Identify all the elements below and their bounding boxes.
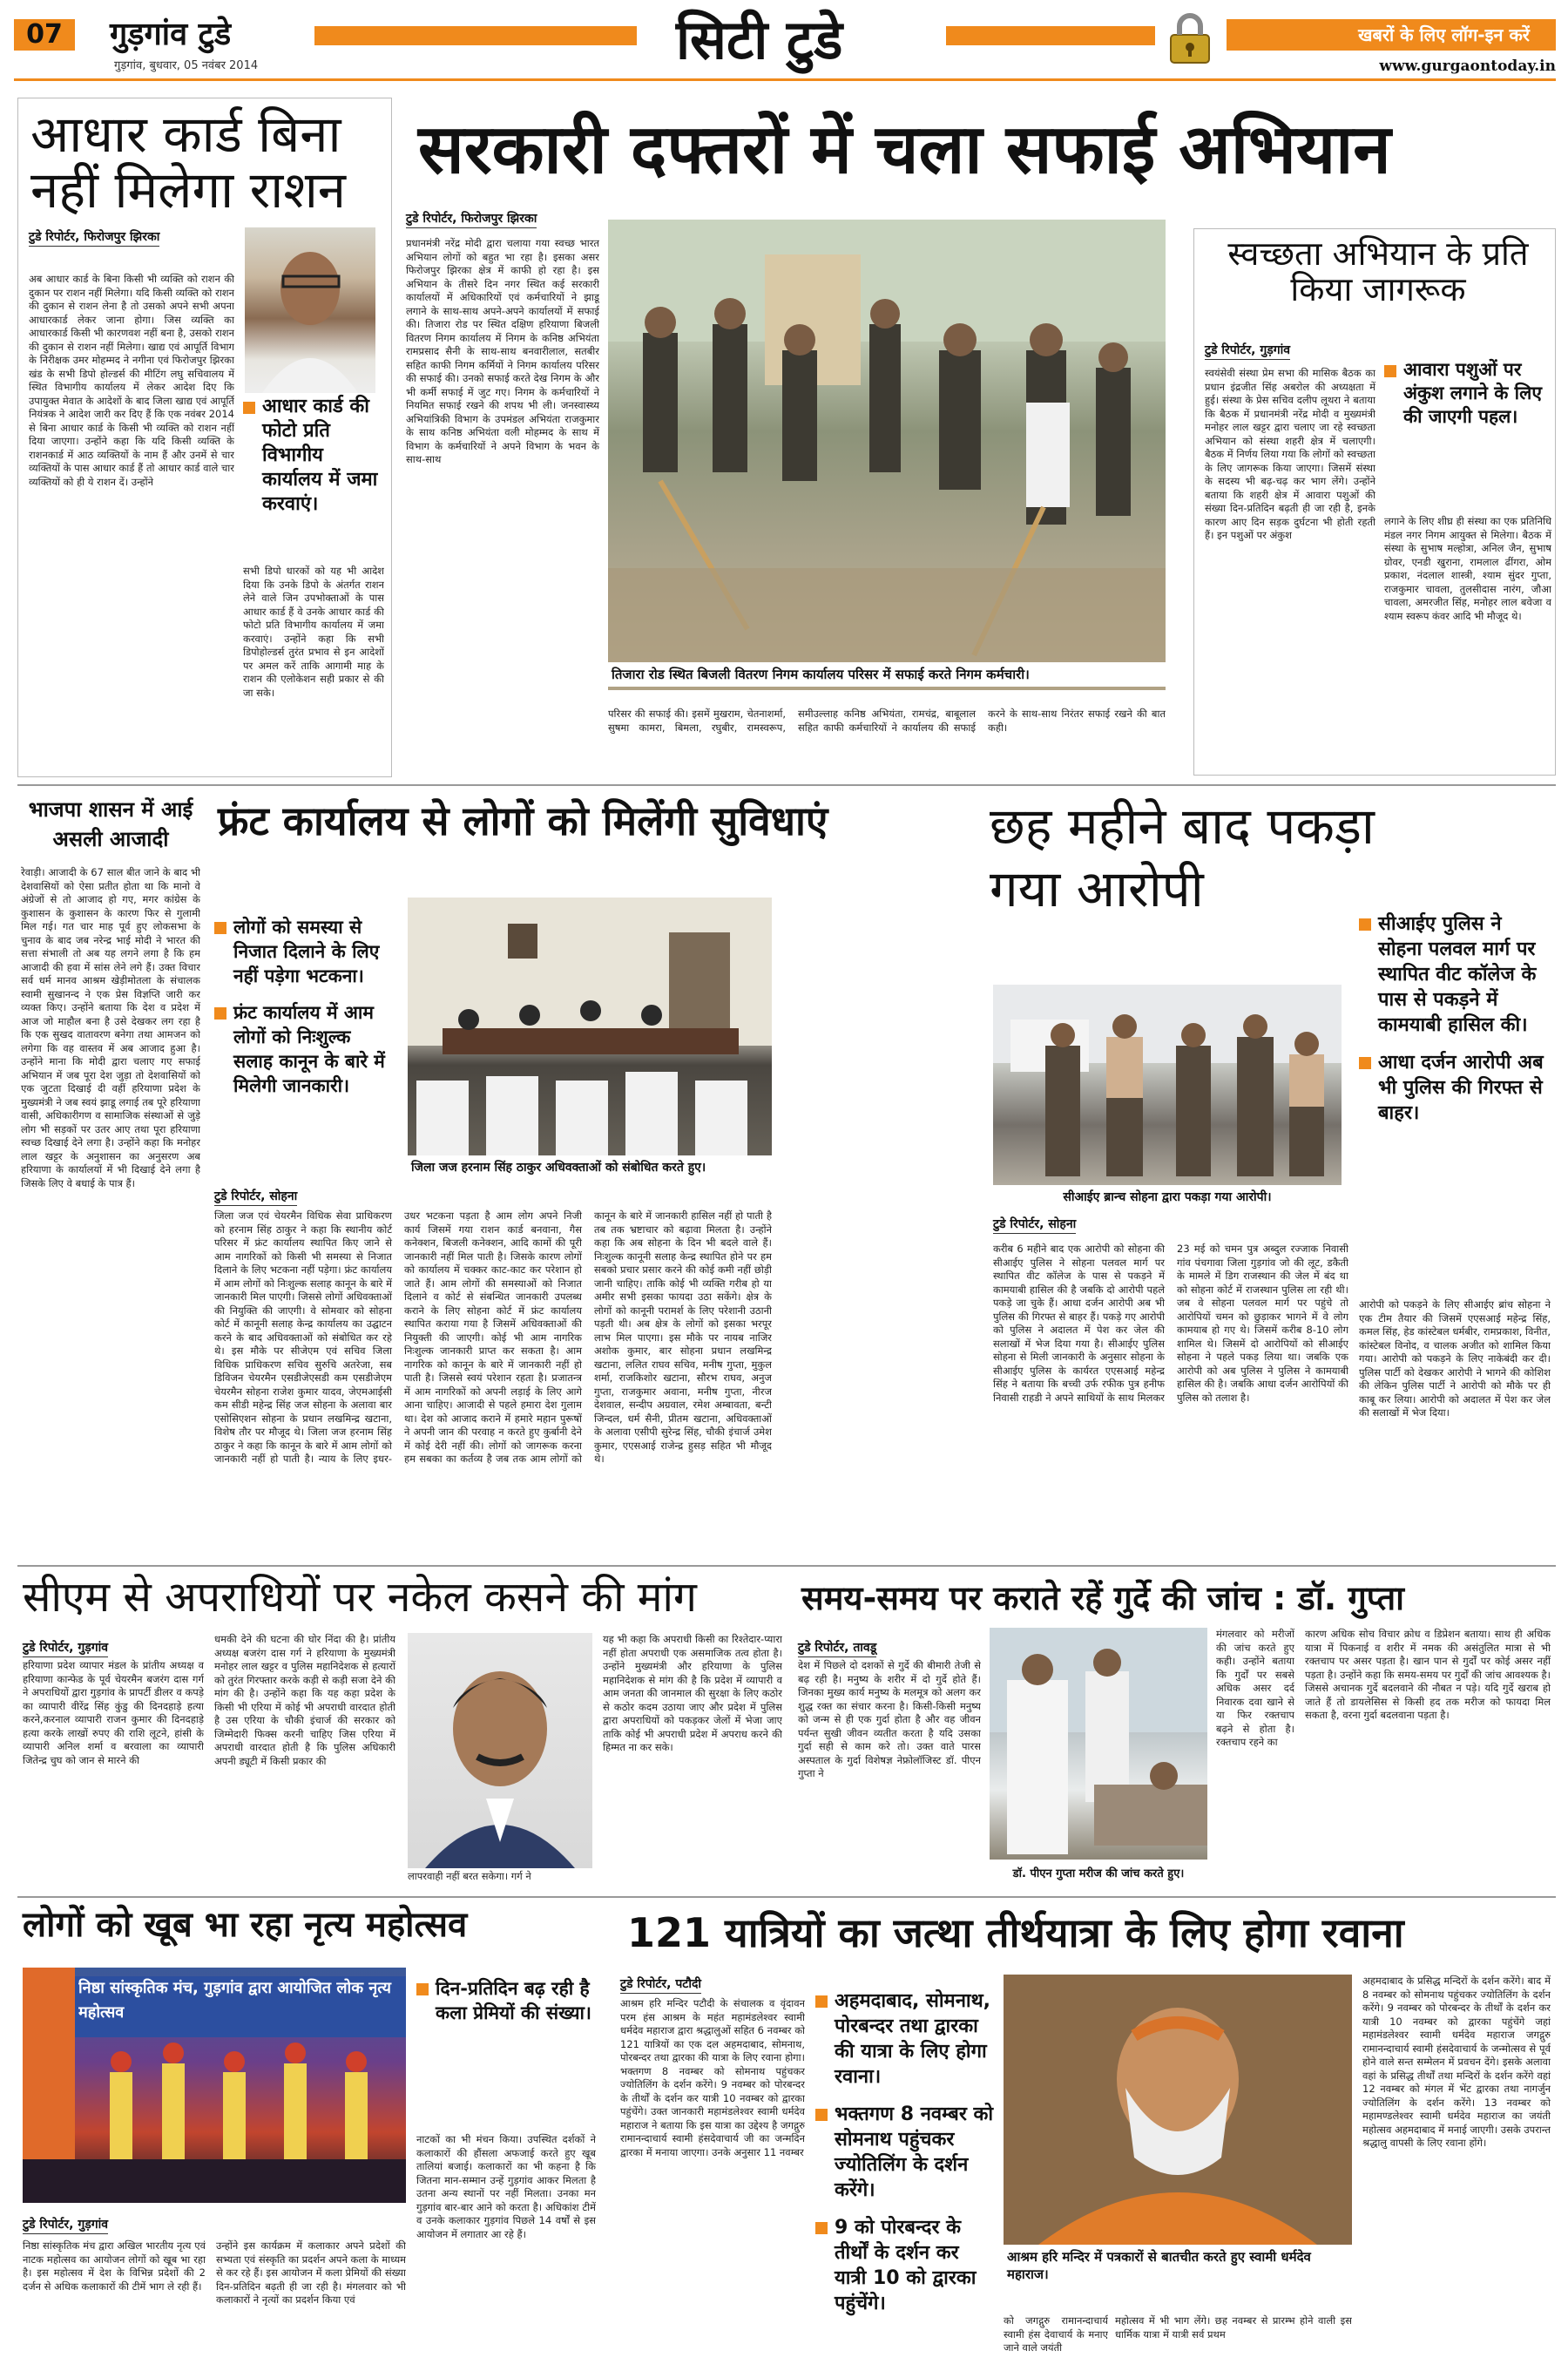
cleanliness-caption: तिजारा रोड स्थित बिजली वितरण निगम कार्यालय परिसर में सफाई करते निगम कर्मचारी।: [608, 662, 1166, 687]
kidney-photo: [990, 1628, 1207, 1860]
arrest-body-1: करीब 6 महीने बाद एक आरोपी को सोहना की सीआईए पुलिस ने सोहना पलवल मार्ग पर स्थापित वीट कॉलेज के पास से पकड़ने में कामयाबी हासिल की है जबकि दो आरोपी पहले पकड़े जा चुके हैं। आधा दर्जन आरोपी अब भी पुलिस की गिरफ्त से बाहर हैं। पकड़े गए आरोपी को पुलिस ने अदालत में पेश कर जेल की सलाखों में भेज दिया गया है। सीआईए पुलिस सोहना से मिली जानकारी के अनुसार सोहना के सीआईए पुलिस के कार्यरत एएसआई महेन्द्र सिंह ने बताया कि बच्ची उर्फ रफीक पुत्र हनीफ निवासी राहडी ने अपने साथियों के साथ मिलकर 23 मई को चमन पुत्र अब्दुल रज्जाक निवासी गांव पंचगावा जिला गुड़गांव जो की लूट, डकैती के मामले में डिग राजस्थान की जेल में बंद था को सोहना कोर्ट में राजस्थान पुलिस ला रही थी। जब वे सोहना पलवल मार्ग पर पहुंचे तो आरोपियों चमन को छुड़ाकर भागने में वे लोग कामयाब हो गए थे। जिसमें करीब 8-10 लोग शामिल थे। जिसमें दो आरोपियों को सीआईए सोहना ने पहले पकड़ लिया था। जबकि एक आरोपी को अब पुलिस ने पुलिस ने कामयाबी हासिल की है। जबकि आधा दर्जन आरोपियों की पुलिस को तलाश है।: [993, 1243, 1348, 1404]
dance-body-2: नाटकों का भी मंचन किया। उपस्थित दर्शकों ने कलाकारों की हौंसला अफजाई करते हुए खूब तालियां बजाई। कलाकारों का भी कहना है कि जितना मान-सम्मान उन्हें गुड़गांव आकर मिलता है उतना अन्य स्थानों पर नहीं मिलता। उनका मन गुड़गांव बार-बार आने को करता है। अधिकांश टीमें व उनके कलाकार गुड़गांव पिछले 14 वर्षों से इस आयोजन में लगातार आ रहे हैं।: [416, 2133, 596, 2240]
bullet-icon: [214, 1007, 226, 1020]
awareness-body-1: स्वयंसेवी संस्था प्रेम सभा की मासिक बैठक का प्रधान इंद्रजीत सिंह अबरोल की अध्यक्षता में हुई। संस्था के प्रेस सचिव दलीप लूथरा ने बताया कि बैठक में प्रधानमंत्री नरेंद्र मोदी व मुख्यमंत्री मनोहर लाल खट्टर द्वारा चलाए जा रहे स्वच्छता अभियान को संस्था शहरी क्षेत्र में चलाएगी। बैठक में निर्णय लिया गया कि लोगों को स्वच्छता के लिए जागरूक किया जाएगा। जिसमें संस्था के सदस्य भी बढ़-चढ़ कर भाग लेंगे। उन्होंने बताया कि शहरी क्षेत्र में आवारा पशुओं की संख्या दिन-प्रतिदिन बढ़ती ही जा रही है, इनके कारण आए दिन सड़क दुर्घटना भी होती रहती हैं। इन पशुओं पर अंकुश: [1205, 367, 1375, 541]
front-office-highlights: लोगों को समस्या से निजात दिलाने के लिए नहीं पड़ेगा भटकना। फ्रंट कार्यालय में आम लोगों को निःशुल्क सलाह कानून के बारे में मिलेगी जानकारी।: [214, 915, 394, 1110]
page-number: 07: [14, 19, 75, 51]
ration-photo: [245, 227, 375, 393]
kidney-article: [793, 1574, 1556, 1891]
front-office-caption: जिला जज हरनाम सिंह ठाकुर अधिवक्ताओं को संबोधित करते हुए।: [408, 1155, 772, 1179]
awareness-byline: टुडे रिपोर्टर, गुड़गांव: [1205, 342, 1290, 360]
cm-body-2: धमकी देने की घटना की घोर निंदा की है। प्रांतीय अध्यक्ष बजरंग दास गर्ग ने हरियाणा के मुख्यमंत्री मनोहर लाल खट्टर व पुलिस महानिदेशक से हत्यारों को तुरंत गिरफ्तार करके कड़ी से कड़ी सजा देने की मांग की है। उन्होंने कहा कि यह कहा प्रदेश के किसी भी एरिया में कोई भी अपराधी वारदात होती है उस एरिया के चौकी इंचार्ज की सरकार को जिम्मेदारी फिक्स करनी चाहिए जिस एरिया में अपराधी वारदात होती है कि पुलिस अधिकारी अपनी ड्यूटी में किसी प्रकार की: [214, 1633, 395, 1767]
masthead: [14, 7, 1556, 82]
dateline: गुड़गांव, बुधवार, 05 नवंबर 2014: [114, 59, 259, 72]
ration-headline: आधार कार्ड बिना नहीं मिलेगा राशन: [30, 105, 346, 220]
divider: [17, 1565, 1556, 1567]
pilgrims-article: [610, 1905, 1556, 2367]
pilgrims-caption: आश्रम हरि मन्दिर में पत्रकारों से बातचीत करते हुए स्वामी धर्मदेव महाराज।: [1004, 2245, 1352, 2287]
dance-highlight: दिन-प्रतिदिन बढ़ रही है कला प्रेमियों की संख्या।: [416, 1976, 596, 2037]
kidney-body-1: देश में पिछले दो दशकों से गुर्दे की बीमारी तेजी से बढ़ रही है। मनुष्य के शरीर में दो गुर्दे होते हैं। जिनका मुख्य कार्य मनुष्य के मलमूत्र को अलग कर शुद्ध रक्त का संचार करना है। किसी-किसी मनुष्य को जन्म से ही एक गुर्दा होता है और वह जीवन पर्यन्त सुखी जीवन व्यतीत करता है यदि उसका गुर्दा सही से काम करे तो। उक्त वाते पारस अस्पताल के गुर्दा विशेषज्ञ नेफ्रोलॉजिस्ट डॉ. पीएन गुप्ता ने: [798, 1659, 981, 1779]
masthead-rule: [14, 78, 1556, 81]
bullet-icon: [815, 1995, 828, 2008]
cleanliness-body: प्रधानमंत्री नरेंद्र मोदी द्वारा चलाया गया स्वच्छ भारत अभियान लोगों को बहुत भा रहा है। इसका असर फिरोजपुर झिरका क्षेत्र में काफी हो रहा है। इस अभियान के तीसरे दिन नगर स्थित कई सरकारी कार्यालयों में अधिकारियों एवं कर्मचारियों ने झाडू लगाने के साथ-साथ अपने-अपने कार्यालयों में सफाई की। तिजारा रोड पर स्थित दक्षिण हरियाणा बिजली वितरण निगम कार्यालय में निगम के कनिष्ठ अभियंता रामप्रसाद सैनी के साथ-साथ बनवारीलाल, सतबीर सहित काफी निगम कर्मियों ने निगम कार्यालय परिसर की सफाई की। उनको सफाई करते देख निगम के और भी कर्मी सफाई में जुट गए। निगम के कर्मचारियों ने नियमित सफाई रखने की शपथ भी ली। जनस्वास्थ्य अभियांत्रिकी विभाग के उपमंडल अभियंता राजकुमार के साथ कनिष्ठ अभियंता वली मोहम्मद के साथ में विभाग के कर्मचारियों ने अपने विभाग के भवन के साथ-साथ: [406, 237, 599, 465]
pilgrims-byline: टुडे रिपोर्टर, पटौदी: [620, 1975, 701, 1994]
cm-photo-caption: लापरवाही नहीं बरत सकेगा। गर्ग ने: [408, 1870, 531, 1882]
cleanliness-byline: टुडे रिपोर्टर, फिरोजपुर झिरका: [406, 210, 537, 228]
cleanliness-headline: सरकारी दफ्तरों में चला सफाई अभियान: [418, 111, 1391, 189]
cm-article: [17, 1574, 784, 1891]
front-office-body-cont: [784, 898, 967, 1555]
orange-band-left: [314, 26, 637, 45]
awareness-highlight: आवारा पशुओं पर अंकुश लगाने के लिए की जाएगी पहल।: [1384, 358, 1551, 441]
login-banner[interactable]: खबरों के लिए लॉग-इन करें: [1227, 19, 1556, 51]
bullet-icon: [243, 402, 255, 414]
pilgrims-body-4: महोत्सव में भी भाग लेंगे। छह नवम्बर से प्रारम्भ होने वाली इस धार्मिक यात्रा में यात्री सर्व प्रथम: [1115, 2314, 1352, 2341]
kidney-body-2: मंगलवार को मरीजों की जांच करते हुए कही। उन्होंने बताया कि गुर्दों पर सबसे अधिक असर दर्द निवारक दवा खाने से या फिर रक्तचाप बढ़ने से होता है। रक्तचाप रहने का: [1216, 1628, 1294, 1748]
arrest-caption: सीआईए ब्रान्च सोहना द्वारा पकड़ा गया आरोपी।: [993, 1185, 1342, 1209]
bjp-body: रेवाड़ी। आजादी के 67 साल बीत जाने के बाद भी देशवासियों को ऐसा प्रतीत होता था कि मानो वे अंग्रेजों से तो आजाद हो गए, मगर कांग्रेस के कुशासन के कुशासन के कारण फिर से गुलामी मिल गई। गत चार माह पूर्व हुए लोकसभा के चुनाव के बाद जब नरेन्द्र भाई मोदी ने भारत की सत्ता संभाली तो अब यह लगने लगा है कि हम आजादी की हवा में सांस लेने लगे हैं। उक्त विचार सर्व धर्म मानव आश्रम खेड़ीमोतला के संचालक स्वामी सुखानन्द ने एक प्रेस विज्ञप्ति जारी कर व्यक्त किए। उन्होंने बताया कि देश व प्रदेश में आज जो माहौल बना है उसे देखकर लग रहा है कि एक सुखद वातावरण बनेगा तथा आमजन को लगेगा कि वह वास्तव में अब आजाद हुआ है। उन्होंने माना कि मोदी द्वारा चलाए गए सफाई अभियान में जब पूरा देश जुड़ा तो देशवासियों को एक जुटता दिखाई दी वहीं हरियाणा प्रदेश के मुख्यमंत्री ने जब स्वयं झाडू लगाई तब पूरे हरियाणा वासी, अधिकारीगण व सामाजिक संस्थाओं से जुड़े लोग भी सड़कों पर उतर आए तथा पूरा हरियाणा स्वच्छ दिखाई देने लगा है। उन्होंने कहा कि मनोहर लाल खट्टर के अनुशासन का अनुसरण अब हरियाणा के कार्यालयों में भी दिखाई देने लगा है जिसके लिए वे बधाई के पात्र हैं।: [21, 866, 200, 1189]
front-office-photo: [408, 898, 772, 1176]
cm-headline: सीएम से अपराधियों पर नकेल कसने की मांग: [23, 1573, 697, 1622]
arrest-highlights: सीआईए पुलिस ने सोहना पलवल मार्ग पर स्थापित वीट कॉलेज के पास से पकड़ने में कामयाबी हासिल की। आधा दर्जन आरोपी अब भी पुलिस की गिरफ्त से बाहर।: [1359, 911, 1551, 1138]
dance-body-1: निष्ठा सांस्कृतिक मंच द्वारा अखिल भारतीय नृत्य एवं नाटक महोत्सव का आयोजन लोगों को खूब भा रहा है। इस महोत्सव में देश के विभिन्न प्रदेशों की 2 दर्जन से अधिक कलाकारों की टीमें भाग ले रही हैं।: [23, 2239, 206, 2293]
arrest-photo: [993, 985, 1342, 1185]
bullet-icon: [416, 1983, 429, 1995]
pilgrims-body-2: को जगद्गुरु रामानन्दाचार्य स्वामी हंस देवाचार्य के मनाए जाने वाले जयंती: [1004, 2314, 1108, 2354]
bullet-icon: [1359, 1057, 1371, 1069]
front-office-body: जिला जज एवं चेयरमैन विधिक सेवा प्राधिकरण को हरनाम सिंह ठाकुर ने कहा कि स्थानीय कोर्ट परिसर में फ्रंट कार्यालय स्थापित किए जाने से आम नागरिकों को किसी भी समस्या से निजात दिलाने के लिए भटकना नहीं पड़ेगा। फ्रंट कार्यालय में आम लोगों को निःशुल्क सलाह कानून के बारे में जानकारी मिल पाएगी। जिससे लोगों अधिवक्ताओं की नियुक्ति की जाएगी। वे सोमवार को सोहना कोर्ट में कानूनी सलाह केन्द्र कार्यालय का उद्घाटन करने के बाद अधिवक्ताओं को संबोधित कर रहे थे। इस मौके पर सीजेएम एवं सचिव जिला विधिक प्राधिकरण सचिव सुरुचि अतरेजा, सब डिविजन चेयरमैन एसडीजेएसडी कम एसडीजेएम चेयरमैन सोहना राजेश कुमार यादव, जेएमआईसी कम सीडी महेन्द्र सिंह जज सोहना के अलावा बार एसोसिएशन सोहना के प्रधान लखमिन्द्र खटाना, विशेष तौर पर मौजूद थे। जिला जज हरनाम सिंह ठाकुर ने कहा कि कानून के बारे में आम लोगों को जानकारी नहीं हो पाती है। न्याय के लिए इधर-उधर भटकना पड़ता है आम लोग अपने निजी कार्य जिसमें गया राशन कार्ड बनवाना, गैस कनेक्शन, बिजली कनेक्शन, आदि कामों की पूरी जानकारी नहीं मिल पाती है। जिसके कारण लोगों को कार्यालय में चक्कर काट-काट कर परेशान हो जाते हैं। आम लोगों की समस्याओं को निजात दिलाने व कोर्ट से संबन्धित जानकारी उपलब्ध कराने के लिए सोहना कोर्ट में फ्रंट कार्यालय स्थापित कराया गया है जिसमें अधिवक्ताओं की नियुक्ती की जाएगी। कोई भी आम नागरिक निःशुल्क जानकारी प्राप्त कर सकता है। आम नागरिक को कानून के बारे में जानकारी नहीं हो पाती है। जिससे स्वयं परेशान रहता है। प्रजातन्त्र में आम नागरिकों को अपनी लड़ाई के लिए आगे आना चाहिए। आजादी से पहले हमारा देश गुलाम था। देश को आजाद कराने में हमारे महान पुरूषों ने अपनी जान की परवाह न करते हुए कुर्बानी देने में कोई देरी नहीं की। लोगों को जागरूक करना हम सबका का कर्तव्य है जब तक आम लोगों को कानून के बारे में जानकारी हासिल नहीं हो पाती है तब तक भ्रष्टाचार को बढ़ावा मिलता है। उन्होंने कहा कि अब सोहना के दिन भी बदले वाले हैं। निःशुल्क कानूनी सलाह केन्द्र स्थापित होने पर हम सबको प्रचार प्रसार करने की कोई कमी नहीं छोड़ी जानी चाहिए। ताकि कोई भी व्यक्ति गरीब हो या अमीर सभी इसका फायदा उठा सकेंगे। क्षेत्र के लोगों को कानूनी परामर्श के लिए परेशानी उठानी पड़ती थी। अब क्षेत्र के लोगों को इसका भरपूर लाभ मिल पाएगा। इस मौके पर नायब नाजिर अशोक कुमार, बार सोहना प्रधान लखमिन्द्र खटाना, ललित राघव सचिव, मनीष गुप्ता, मुकुल शर्मा, राजकिशोर खटाना, सौरभ राघव, अनुज गुप्ता, राजकुमार अवाना, मनीष गुप्ता, नीरज देशवाल, सन्दीप अग्रवाल, रमेश अम्बावता, बन्टी जिन्दल, धर्म सैनी, प्रीतम खटाना, अधिवक्ताओं के अलावा एसीपी सुरेन्द्र सिंह, चौकी इंचार्ज उमेश कुमार, एएसआई राजेन्द्र हुसड़ सहित भी मौजूद थे।: [214, 1209, 772, 1465]
cm-body-1: हरियाणा प्रदेश व्यापार मंडल के प्रांतीय अध्यक्ष व हरियाणा कान्फेड के पूर्व चेयरमैन बजरंग दास गर्ग ने अपराधियों द्वारा गुड़गांव के प्रापर्टी डीलर व कपड़े का व्यापारी वीरेंद्र सिंह कुंडु की दिनदहाड़े हत्या करने,करनाल व्यापारी राजन कुमार की दिनदहाड़े हत्या करके लाखों रुपए की राशि लूटने, हांसी के व्यापारी अनिल शर्मा व बरवाला का व्यापारी जितेन्द्र चुघ को जान से मारने की: [23, 1659, 204, 1766]
ration-byline: टुडे रिपोर्टर, फिरोजपुर झिरका: [29, 228, 159, 247]
pilgrims-body-5: अहमदाबाद के प्रसिद्ध मन्दिरों के दर्शन करेंगे। बाद में 8 नवम्बर को सोमनाथ पहुंचकर ज्योतिलिंग के दर्शन करेंगे। 9 नवम्बर को पोरबन्दर के तीर्थों के दर्शन कर यात्री 10 नवम्बर को द्वारका पहुंचेंगे जहां महामंडलेश्वर स्वामी धर्मदेव महाराज जगद्गुरु रामानन्दाचार्य स्वामी हंसदेवाचार्य के जन्मोत्सव से पूर्व होने वाले सन्त सम्मेलन में प्रवचन देंगे। इसके अलावा वहां के प्रसिद्ध तीर्थों तथा मन्दिरों के दर्शन करेंगे वहां 12 नवम्बर को मंगल में भेंट द्वारका तथा नागर्जुन ज्योतिलिंग के दर्शन करेंगे। 13 नवम्बर को महामण्डलेश्वर स्वामी धर्मदेव महाराज का जयंती महोत्सव अहमदाबाद में मनाई जाएगी। उसके उपरान्त श्रद्धालु वापसी के लिए रवाना होंगे।: [1362, 1975, 1551, 2149]
pilgrims-photo: [1004, 1975, 1352, 2245]
divider: [17, 1896, 1556, 1898]
ration-article: [17, 98, 392, 777]
dance-headline: लोगों को खूब भा रहा नृत्य महोत्सव: [23, 1905, 468, 1945]
bullet-icon: [815, 2109, 828, 2121]
awareness-article: [1193, 228, 1556, 776]
kidney-headline: समय-समय पर कराते रहें गुर्दे की जांच : डॉ. गुप्ता: [801, 1579, 1404, 1617]
pilgrims-body-1: आश्रम हरि मन्दिर पटौदी के संचालक व वृंदावन परम हंस आश्रम के महंत महामंडलेश्वर स्वामी धर्मदेव महाराज द्वारा श्रद्धालुओं सहित 6 नवम्बर को 121 यात्रियों का एक दल अहमदाबाद, सोमनाथ, पोरबन्दर तथा द्वारका की यात्रा के लिए रवाना होगा। भक्तगण 8 नवम्बर को सोमनाथ पहुंचकर ज्योतिलिंग के दर्शन करेंगे। 9 नवम्बर को पोरबन्दर के तीर्थों के दर्शन कर यात्री 10 नवम्बर को द्वारका पहुंचेंगे। उक्त जानकारी महामंडलेश्वर स्वामी धर्मदेव महाराज ने बताया कि इस यात्रा का उद्देश्य है जगद्गुरु रामानन्दाचार्य स्वामी हंसदेवाचार्य जी का जन्मदिन द्वारका में मनाया जाएगा। उनके अनुसार 11 नवम्बर: [620, 1997, 805, 2158]
site-url[interactable]: www.gurgaontoday.in: [1379, 58, 1556, 75]
pilgrims-highlights: अहमदाबाद, सोमनाथ, पोरबन्दर तथा द्वारका की यात्रा के लिए होगा रवाना। भक्तगण 8 नवम्बर को सोमनाथ पहुंचकर ज्योतिलिंग के दर्शन करेंगे। 9 को पोरबन्दर के तीर्थों के दर्शन कर यात्री 10 को द्वारका पहुंचेंगे।: [815, 1988, 995, 2328]
front-office-article: [209, 793, 976, 1560]
cleanliness-body-bottom: परिसर की सफाई की। इसमें मुखराम, चेतनाशर्मा, सुषमा कामरा, बिमला, रघुबीर, रामस्वरूप, समीउल्लाह कनिष्ठ अभियंता, रामचंद्र, बाबूलाल सहित काफी कर्मचारियों ने कार्यालय की सफाई करने के साथ-साथ निरंतर सफाई रखने की बात कही।: [608, 708, 1166, 734]
dance-byline: टुडे रिपोर्टर, गुड़गांव: [23, 2216, 108, 2234]
dance-article: [17, 1905, 601, 2367]
lock-icon: [1162, 10, 1218, 66]
kidney-body-3: कारण अधिक सोच विचार क्रोध व डिप्रेशन बताया। साथ ही अधिक यात्रा में पिकनाई व शरीर में नमक की असंतुलित मात्रा से भी रक्तचाप पर असर पड़ता है। खान पान से गुर्दों पर कोई असर नहीं पड़ता है। उन्होंने कहा कि समय-समय पर गुर्दों की जांच आवश्यक है। जिससे अचानक गुर्दे बदलवाने की नौबत न पड़े। यदि गुर्दे खराब हो जाते हैं तो डायलेसिस से किसी हद तक मरीज को फायदा मिल सकता है, वरना गुर्दा बदलवाना पड़ता है।: [1305, 1628, 1551, 1721]
ration-body-2: सभी डिपो धारकों को यह भी आदेश दिया कि उनके डिपो के अंतर्गत राशन लेने वाले जिन उपभोक्ताओं के पास आधार कार्ड हैं वे उनके आधार कार्ड की फोटो प्रति विभागीय कार्यालय में जमा करवाएं। उन्होंने कहा कि सभी डिपोहोल्डर्स तुरंत प्रभाव से इन आदेशों पर अमल करें ताकि आगामी माह के राशन की एलोकेशन सही प्रकार से की जा सके।: [243, 565, 384, 699]
divider: [17, 784, 1556, 786]
kidney-byline: टुडे रिपोर्टर, तावडू: [798, 1639, 876, 1657]
ration-highlight: आधार कार्ड की फोटो प्रति विभागीय कार्यालय में जमा करवाएं।: [243, 395, 382, 529]
bullet-icon: [1384, 365, 1396, 377]
kidney-caption: डॉ. पीएन गुप्ता मरीज की जांच करते हुए।: [990, 1861, 1207, 1884]
bullet-icon: [214, 922, 226, 934]
dance-body-3: उन्होंने इस कार्यक्रम में कलाकार अपने प्रदेशों की सभ्यता एवं संस्कृति का प्रदर्शन अपने कला के माध्यम से कर रहे हैं। इस आयोजन में कला प्रेमियों की संख्या दिन-प्रतिदिन बढ़ती ही जा रही है। मंगलवार को भी कलाकारों ने नृत्यों का प्रदर्शन किया एवं: [216, 2239, 406, 2306]
awareness-headline: स्वच्छता अभियान के प्रति किया जागरूक: [1227, 234, 1529, 309]
arrest-byline: टुडे रिपोर्टर, सोहना: [993, 1216, 1076, 1234]
arrest-article: [983, 793, 1556, 1560]
front-office-headline: फ्रंट कार्यालय से लोगों को मिलेंगी सुविधाएं: [218, 797, 828, 844]
bullet-icon: [815, 2222, 828, 2234]
cm-body-3: यह भी कहा कि अपराधी किसी का रिश्तेदार-प्यारा नहीं होता अपराधी एक असमाजिक तत्व होता है। उन्होंने मुख्यमंत्री और हरियाणा के पुलिस महानिदेशक से मांग की है कि प्रदेश में व्यापारी व आम जनता की जानमाल की सुरक्षा के लिए कठोर से कठोर कदम उठाया जाए और प्रदेश में पुलिस द्वारा अपराधियों को पकड़कर जेलों में भेजा जाए ताकि कोई भी अपराधी प्रदेश में अपराध करने की हिम्मत ना कर सके।: [603, 1633, 782, 1753]
pilgrims-headline: 121 यात्रियों का जत्था तीर्थयात्रा के लिए होगा रवाना: [627, 1909, 1404, 1956]
arrest-headline: छह महीने बाद पकड़ा गया आरोपी: [990, 796, 1375, 918]
bjp-headline: भाजपा शासन में आई असली आजादी: [28, 797, 193, 851]
awareness-body-2: लगाने के लिए शीघ्र ही संस्था का एक प्रतिनिधि मंडल नगर निगम आयुक्त से मिलेगा। बैठक में संस्था के सुभाष मल्होत्रा, अनिल जैन, सुभाष ग्रोवर, एनडी खुराना, रामलाल ढींगरा, ओम प्रकाश, नंदलाल शास्त्री, श्याम सुंदर गुप्ता, राजकुमार चावला, तुलसीदास नारंग, जौआ चावला, अमरजीत सिंह, मनोहर लाल बवेजा व श्याम स्वरूप कंवर आदि भी मौजूद थे।: [1384, 515, 1551, 622]
ration-body-1: अब आधार कार्ड के बिना किसी भी व्यक्ति को राशन की दुकान पर राशन नहीं मिलेगा। यदि किसी व्यक्ति को राशन की दुकान से राशन लेना है तो उसको अपने सभी अपना आधारकार्ड लेकर जाना होगा। जिस व्यक्ति का आधारकार्ड किसी भी कारणवश नहीं बना है, उसको राशन की दुकान से राशन नहीं मिलेगा। खाद्य एवं आपूर्ति विभाग के निरीक्षक उमर मोहम्मद ने नगीना एवं फिरोजपुर झिरका खंड के सभी डिपो होल्डर्स की मीटिंग लघु सचिवालय में स्थित विभागीय कार्यालय में लेकर आदेश दिए कि उपायुक्त मेवात के आदेशों के बाद जिला खाद्य एवं आपूर्ति नियंत्रक ने आदेश जारी कर दिए हैं कि एक नवंबर 2014 से बिना आधार कार्ड के किसी भी व्यक्ति को राशन नहीं दिया जाएगा। उन्होंने कहा कि यदि किसी व्यक्ति के राशनकार्ड में आठ व्यक्तियों के नाम हैं और उनमें से चार व्यक्तियों के पास आधार कार्ड हैं तो आधार कार्ड वाले चार व्यक्तियों को ही ये राशन दें। उन्होंने: [29, 273, 234, 488]
cm-photo: [408, 1633, 592, 1868]
front-office-byline: टुडे रिपोर्टर, सोहना: [214, 1188, 297, 1206]
orange-band-mid: [946, 26, 1155, 45]
bjp-article: [17, 793, 202, 1560]
dance-banner-text: निष्ठा सांस्कृतिक मंच, गुड़गांव द्वारा आयोजित लोक नृत्य महोत्सव: [78, 1979, 391, 2022]
section-title: सिटी टुडे: [676, 8, 843, 71]
paper-logo: गुड़गांव टुडे: [110, 17, 232, 52]
cleanliness-photo: [608, 220, 1166, 690]
cm-byline: टुडे रिपोर्टर, गुड़गांव: [23, 1639, 108, 1657]
arrest-body-2: आरोपी को पकड़ने के लिए सीआईए ब्रांच सोहना ने एक टीम तैयार की जिसमें एएसआई महेन्द्र सिंह, कमल सिंह, हेड कांस्टेबल धर्मबीर, रामप्रकाश, विनीत, कांस्टेबल विनोद, व चालक अजीत को शामिल किया गया। आरोपी को पकड़ने के लिए नाकेबंदी कर दी। पुलिस पार्टी को देखकर आरोपी ने भागने की कोशिश की लेकिन पुलिस पार्टी ने आरोपी को मौके पर ही काबू कर लिया। आरोपी को अदालत में पेश कर जेल की सलाखों में भेज दिया।: [1359, 1298, 1551, 1419]
bullet-icon: [1359, 918, 1371, 931]
